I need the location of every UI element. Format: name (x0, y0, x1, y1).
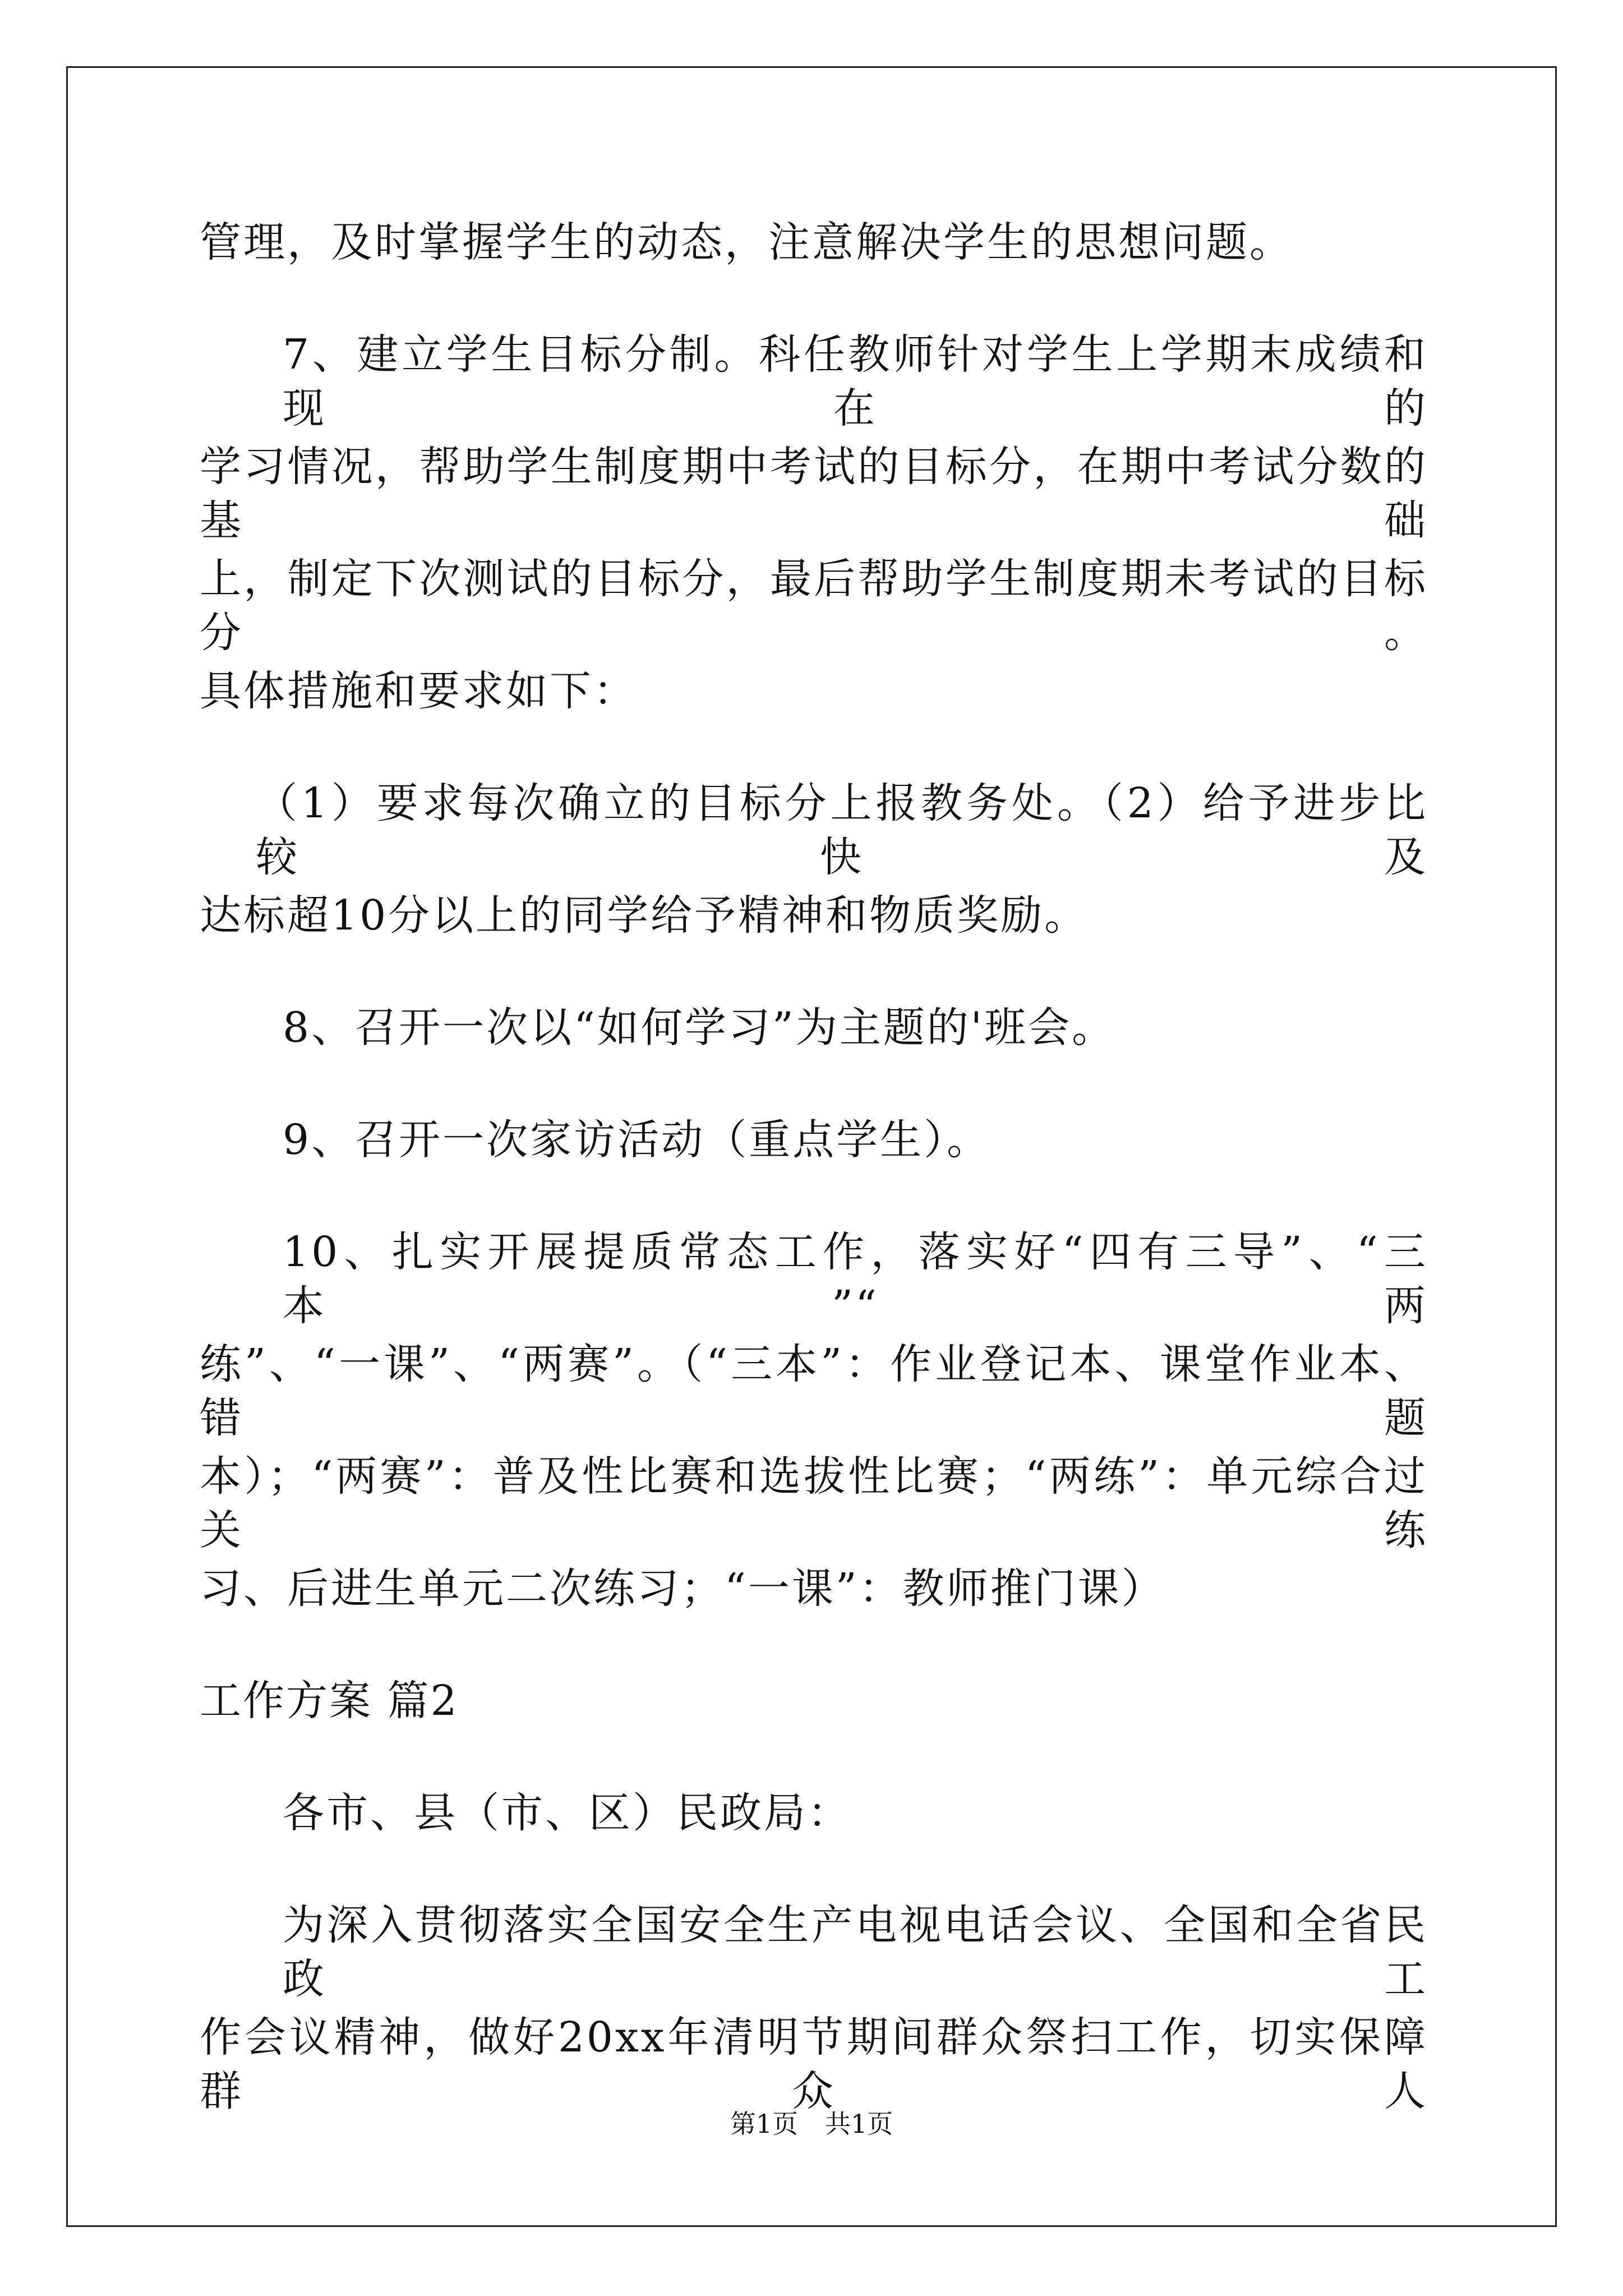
paragraph-line: 作会议精神，做好20xx年清明节期间群众祭扫工作，切实保障群众人 (200, 2013, 1428, 2115)
salutation-line: 各市、县（市、区）民政局： (283, 1789, 851, 1837)
paragraph-line: 7、建立学生目标分制。科任教师针对学生上学期末成绩和现在的 (283, 330, 1428, 432)
section-heading: 工作方案 篇2 (200, 1677, 459, 1725)
paragraph-line: 学习情况，帮助学生制度期中考试的目标分，在期中考试分数的基础 (200, 443, 1428, 545)
paragraph-line: 习、后进生单元二次练习；“一课”：教师推门课） (200, 1565, 1165, 1613)
paragraph-line: 练”、“一课”、“两赛”。（“三本”：作业登记本、课堂作业本、错题 (200, 1340, 1428, 1442)
paragraph-line: （1）要求每次确立的目标分上报教务处。（2）给予进步比较快及 (256, 779, 1428, 881)
page-footer (0, 2107, 1623, 2141)
paragraph-line: 10、扎实开展提质常态工作，落实好“四有三导”、“三本”“两 (283, 1228, 1428, 1330)
paragraph-line: 达标超10分以上的同学给予精神和物质奖励。 (200, 891, 1089, 940)
page-number-total: 共1页 (825, 2109, 893, 2139)
paragraph-line: 9、召开一次家访活动（重点学生）。 (283, 1116, 991, 1164)
page-number-current: 第1页 (730, 2109, 798, 2139)
paragraph-line: 上，制定下次测试的目标分，最后帮助学生制度期未考试的目标分。 (200, 555, 1428, 657)
paragraph-line: 为深入贯彻落实全国安全生产电视电话会议、全国和全省民政工 (283, 1901, 1428, 2003)
paragraph-line: 本）；“两赛”：普及性比赛和选拔性比赛；“两练”：单元综合过关练 (200, 1452, 1428, 1554)
paragraph-line: 具体措施和要求如下： (200, 667, 637, 715)
paragraph-line: 管理，及时掌握学生的动态，注意解决学生的思想问题。 (200, 218, 1293, 266)
paragraph-line: 8、召开一次以“如何学习”为主题的'班会。 (283, 1004, 1116, 1052)
